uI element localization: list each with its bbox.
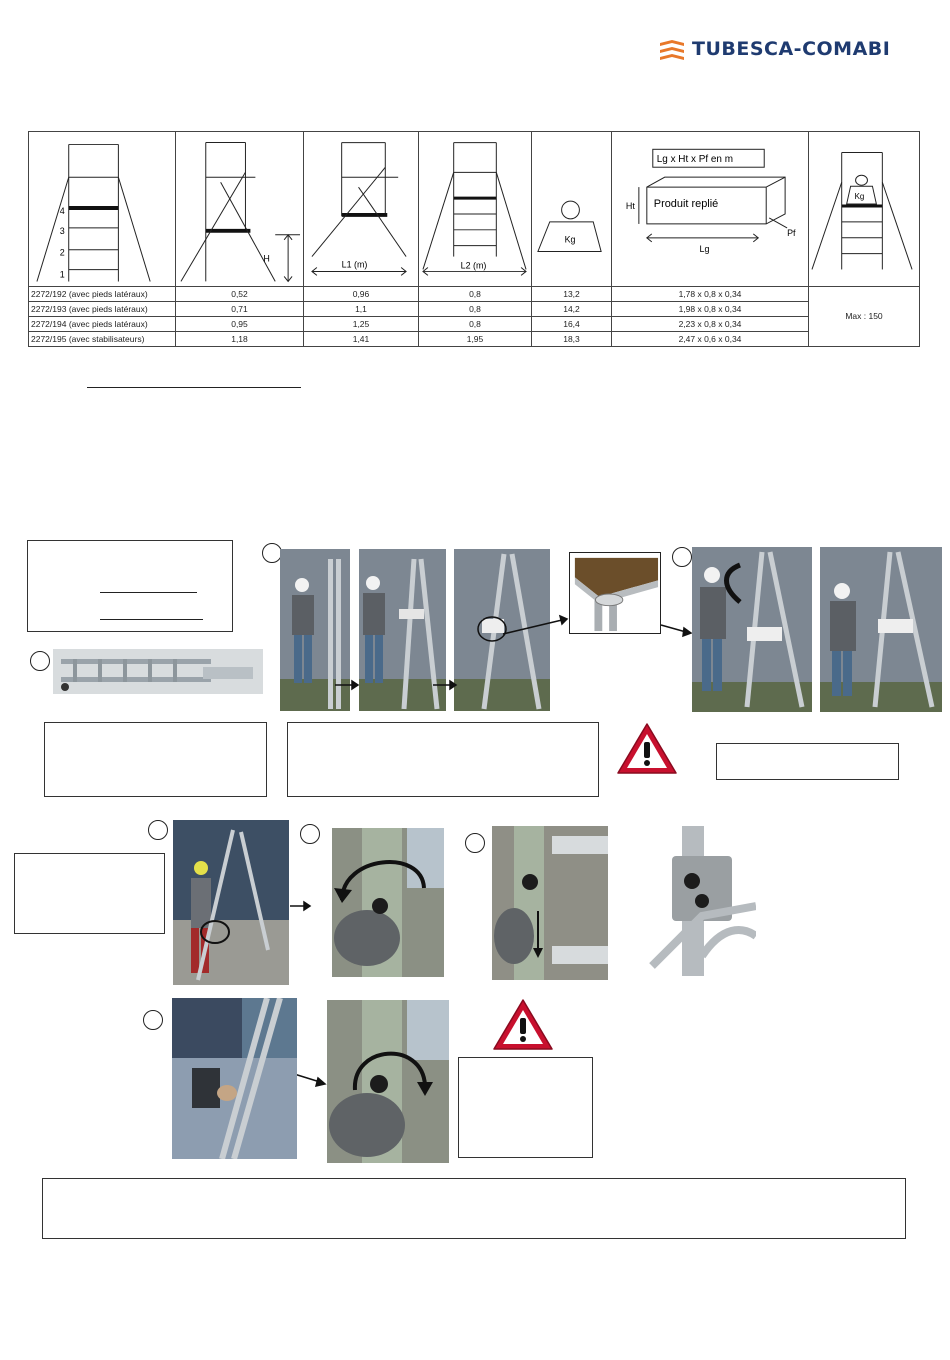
weight-kg-label: Kg [564, 234, 576, 245]
step-number-circle [148, 820, 168, 840]
tilt-ladder-photo [173, 820, 289, 985]
l1-label: L1 (m) [341, 259, 368, 270]
step-number-circle [465, 833, 485, 853]
step-label-1: 1 [59, 269, 65, 280]
max-load-value: Max : 150 [809, 286, 920, 346]
table-row: 2272/195 (avec stabilisateurs) 1,18 1,41 1,95 18,3 2,47 x 0,6 x 0,34 [29, 331, 920, 346]
step-number-circle [143, 1010, 163, 1030]
step-label-3: 3 [59, 226, 65, 237]
fold-ladder-photo [172, 998, 297, 1159]
arrow-right-icon [683, 628, 691, 636]
lg-label: Lg [699, 244, 710, 255]
lock-step-photo-2 [820, 547, 942, 712]
warning-caption-box [458, 1057, 593, 1158]
lock-step-photo-1 [692, 547, 812, 712]
arrow-right-icon [560, 616, 567, 624]
table-row: 2272/194 (avec pieds latéraux) 0,95 1,25 0,8 16,4 2,23 x 0,8 x 0,34 [29, 316, 920, 331]
warning-caption-box [716, 743, 899, 780]
l2-label: L2 (m) [460, 260, 487, 271]
table-row: 2272/192 (avec pieds latéraux) 0,52 0,96 0,8 13,2 1,78 x 0,8 x 0,34 Max : 150 [29, 286, 920, 301]
arrow-right-icon [304, 902, 310, 910]
ht-label: Ht [625, 201, 635, 212]
arrow-right-icon [450, 681, 456, 689]
dims-formula-label: Lg x Ht x Pf en m [656, 154, 733, 166]
height-marker-label: H [263, 253, 270, 264]
locked-hinge-photo [642, 826, 756, 976]
table-row: 2272/193 (avec pieds latéraux) 0,71 1,1 0,8 14,2 1,98 x 0,8 x 0,34 [29, 301, 920, 316]
caption-box [287, 722, 599, 797]
arrow-right-icon [316, 1078, 325, 1086]
footer-note-box [42, 1178, 906, 1239]
knob-unlock-photo [332, 828, 444, 977]
brand-name: TUBESCA-COMABI [692, 38, 891, 60]
warning-icon [615, 721, 679, 777]
folded-product-label: Produit replié [653, 198, 719, 211]
caption-box [44, 722, 267, 797]
note-box [14, 853, 165, 934]
step-label-2: 2 [59, 248, 65, 259]
pf-label: Pf [787, 228, 796, 239]
warning-icon [491, 997, 555, 1053]
knob-lock-photo [327, 1000, 449, 1163]
arrow-right-icon [352, 681, 358, 689]
slide-down-photo [492, 826, 608, 980]
step-number-circle [672, 547, 692, 567]
step-label-4: 4 [59, 206, 65, 217]
step-number-circle [300, 824, 320, 844]
load-kg-label: Kg [854, 192, 865, 202]
